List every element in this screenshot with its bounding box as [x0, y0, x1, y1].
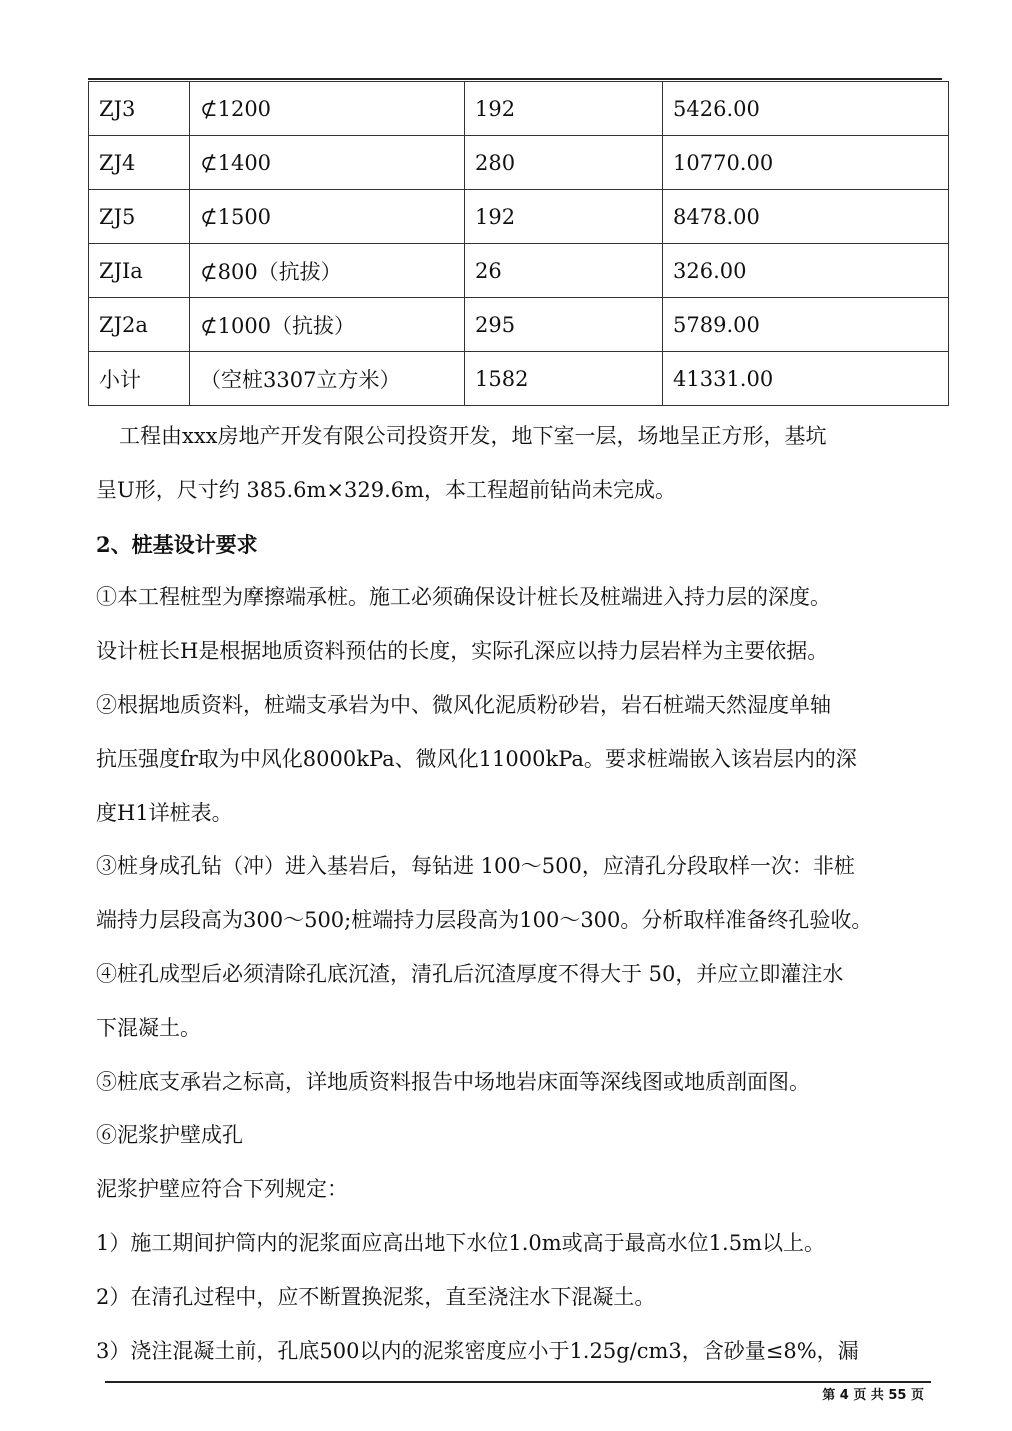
requirement-2-line-2: 抗压强度fr取为中风化8000kPa、微风化11000kPa。要求桩端嵌入该岩层内的深	[96, 746, 857, 771]
requirement-3-line-1: ③桩身成孔钻（冲）进入基岩后，每钻进 100～500，应清孔分段取样一次：非桩	[96, 854, 855, 879]
page-number: 第 4 页 共 55 页	[822, 1388, 924, 1403]
document-body	[96, 410, 946, 1378]
requirement-3-line-2: 端持力层段高为300～500;桩端持力层段高为100～300。分析取样准备终孔验收。	[96, 908, 873, 933]
project-description-line-2: 呈U形，尺寸约 385.6m×329.6m，本工程超前钻尚未完成。	[96, 477, 677, 502]
section-heading: 2、桩基设计要求	[96, 531, 258, 557]
pile-volume-cell: 8478.00	[663, 190, 949, 244]
pile-count-cell: 192	[465, 190, 663, 244]
requirement-2-line-3: 度H1详桩表。	[96, 800, 233, 825]
requirement-6-title: ⑥泥浆护壁成孔	[96, 1123, 243, 1148]
requirement-4-line-2: 下混凝土。	[96, 1015, 201, 1040]
table-row	[89, 244, 949, 298]
slurry-rule-1: 1）施工期间护筒内的泥浆面应高出地下水位1.0m或高于最高水位1.5m以上。	[96, 1230, 825, 1255]
pile-diameter-cell: ⊄1400	[190, 136, 465, 190]
pile-count-cell: 280	[465, 136, 663, 190]
subtotal-volume-cell: 41331.00	[663, 352, 949, 406]
pile-count-cell: 192	[465, 82, 663, 136]
pile-code-cell: ZJ3	[89, 82, 190, 136]
footer-rule	[105, 1381, 931, 1383]
pile-diameter-cell: ⊄800（抗拔）	[190, 244, 465, 298]
pile-code-cell: ZJ5	[89, 190, 190, 244]
table-row	[89, 190, 949, 244]
pile-volume-cell: 326.00	[663, 244, 949, 298]
requirement-1-line-2: 设计桩长H是根据地质资料预估的长度，实际孔深应以持力层岩样为主要依据。	[96, 639, 829, 664]
subtotal-note-cell: （空桩3307立方米）	[190, 352, 465, 406]
pile-volume-cell: 5426.00	[663, 82, 949, 136]
requirement-4-line-1: ④桩孔成型后必须清除孔底沉渣，清孔后沉渣厚度不得大于 50，并应立即灌注水	[96, 961, 844, 986]
pile-code-cell: ZJ2a	[89, 298, 190, 352]
header-rule	[88, 78, 942, 80]
requirement-5-line-1: ⑤桩底支承岩之标高，详地质资料报告中场地岩床面等深线图或地质剖面图。	[96, 1069, 810, 1094]
pile-code-cell: ZJIa	[89, 244, 190, 298]
project-description-line-1: 工程由xxx房地产开发有限公司投资开发，地下室一层，场地呈正方形，基坑	[119, 424, 827, 448]
table-row	[89, 352, 949, 406]
slurry-rule-2: 2）在清孔过程中，应不断置换泥浆，直至浇注水下混凝土。	[96, 1284, 656, 1309]
pile-diameter-cell: ⊄1000（抗拔）	[190, 298, 465, 352]
pile-count-cell: 295	[465, 298, 663, 352]
pile-summary-table	[88, 81, 949, 406]
pile-volume-cell: 10770.00	[663, 136, 949, 190]
pile-count-cell: 26	[465, 244, 663, 298]
pile-volume-cell: 5789.00	[663, 298, 949, 352]
requirement-1-line-1: ①本工程桩型为摩擦端承桩。施工必须确保设计桩长及桩端进入持力层的深度。	[96, 585, 831, 610]
subtotal-label-cell: 小计	[89, 352, 190, 406]
pile-diameter-cell: ⊄1500	[190, 190, 465, 244]
pile-diameter-cell: ⊄1200	[190, 82, 465, 136]
table-row	[89, 136, 949, 190]
subtotal-count-cell: 1582	[465, 352, 663, 406]
slurry-rules-intro: 泥浆护壁应符合下列规定：	[96, 1177, 348, 1202]
pile-code-cell: ZJ4	[89, 136, 190, 190]
requirement-2-line-1: ②根据地质资料，桩端支承岩为中、微风化泥质粉砂岩，岩石桩端天然湿度单轴	[96, 692, 831, 717]
table-row	[89, 298, 949, 352]
slurry-rule-3: 3）浇注混凝土前，孔底500以内的泥浆密度应小于1.25g/cm3，含砂量≤8%，漏	[96, 1338, 859, 1363]
table-row	[89, 82, 949, 136]
